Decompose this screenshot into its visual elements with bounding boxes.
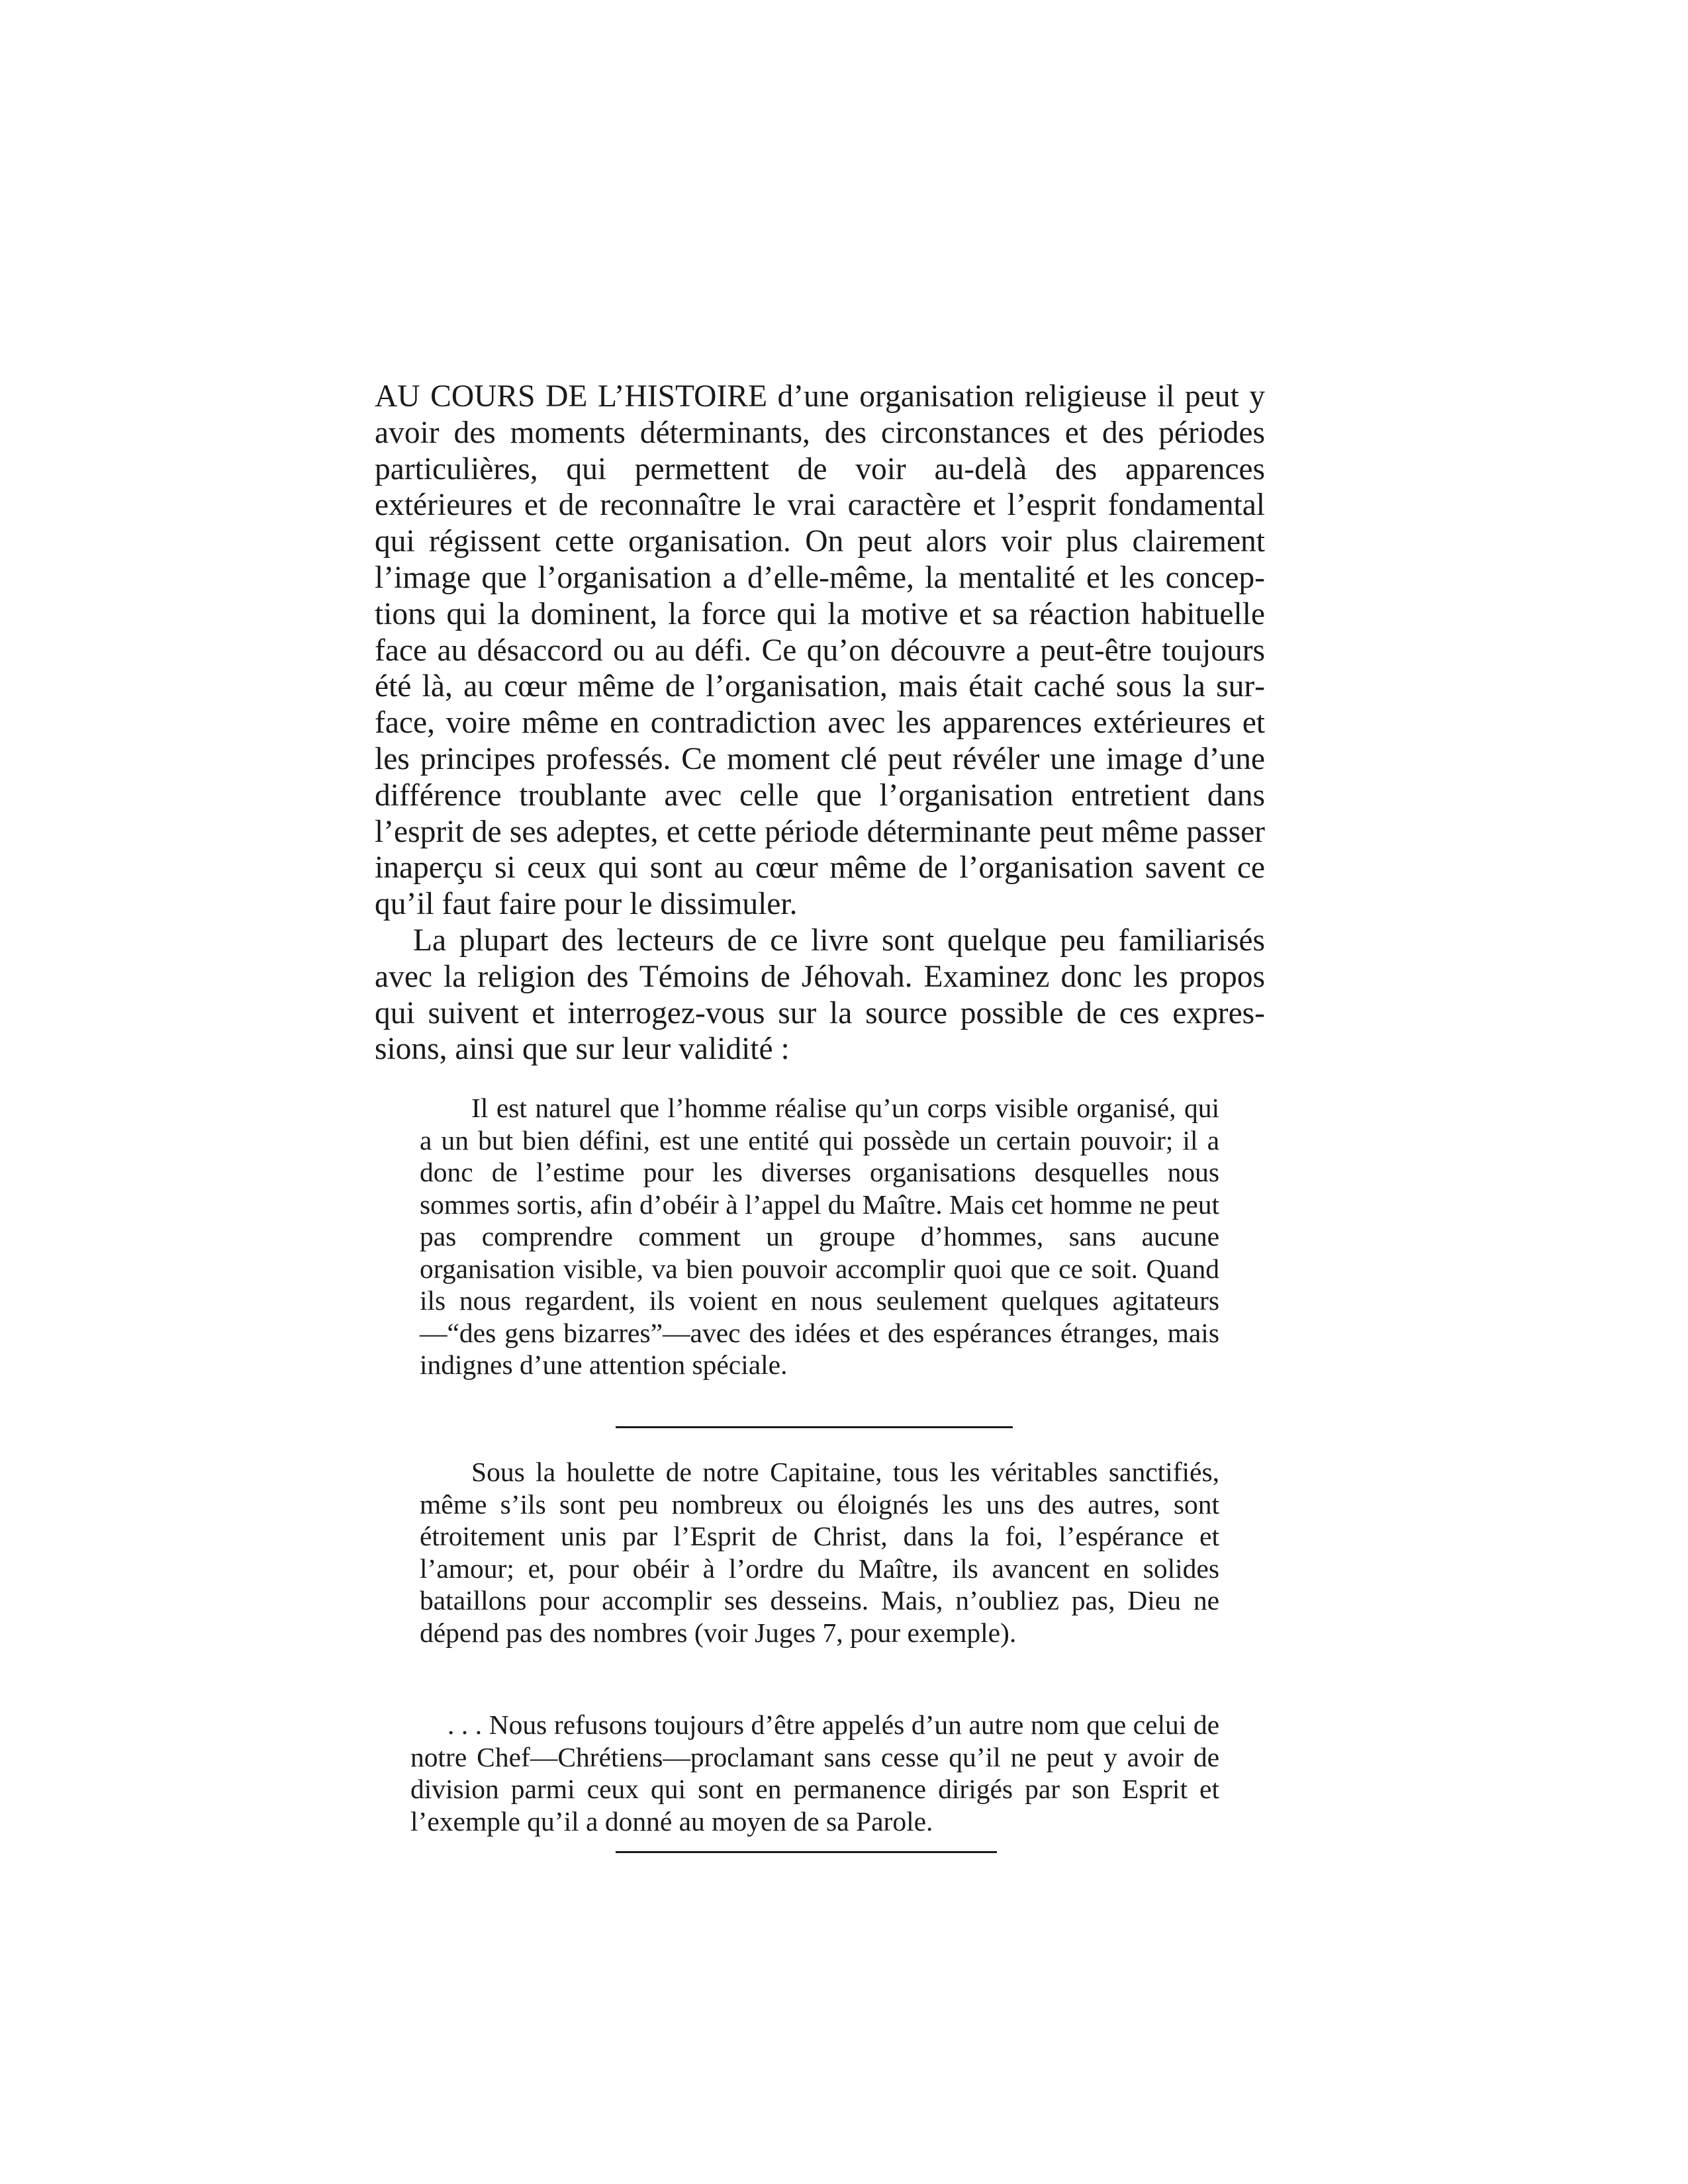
- intro-paragraph-1: [375, 379, 1265, 923]
- intro-text: [375, 379, 1265, 1068]
- intro-paragraph-1-rest: d’une organisation religieuse il peut y avoir des moments déterminants, des circonstances et des périodes particulières, qui permettent de voir au-delà des apparences extérieures et de reconnaître le vrai caractère et l’esprit fondamental qui régissent cette organisation. On peut alors voir plus clairement l’image que l’organisation a d’elle-même, la mentalité et les conceptions qui la dominent, la force qui la motive et sa réaction habituelle face au désaccord ou au défi. Ce qu’on découvre a peut-être toujours été là, au cœur même de l’organisation, mais était caché sous la surface, voire même en contradiction avec les apparences extérieures et les principes professés. Ce moment clé peut révéler une image d’une différence troublante avec celle que l’organisation entretient dans l’esprit de ses adeptes, et cette période déterminante peut même passer inaperçu si ceux qui sont au cœur même de l’organisation savent ce qu’il faut faire pour le dissimuler.: [375, 379, 1266, 922]
- quote-paragraph-1: Il est naturel que l’homme réalise qu’un corps visible organisé, qui a un but bien défini, est une entité qui possède un certain pouvoir; il a donc de l’estime pour les diverses organisations desquelles nous sommes sortis, afin d’obéir à l’appel du Maître. Mais cet homme ne peut pas comprendre comment un groupe d’hommes, sans aucune organisation visible, va bien pouvoir accomplir quoi que ce soit. Quand ils nous regardent, ils voient en nous seulement quelques agitateurs—“des gens bizarres”—avec des idées et des espérances étranges, mais indignes d’une attention spéciale.: [420, 1093, 1219, 1380]
- quote-block-1: [420, 1092, 1219, 1381]
- separator-rule-2: [616, 1851, 997, 1853]
- quote-paragraph-2: Sous la houlette de notre Capitaine, tous les véritables sanctifiés, même s’ils sont peu nombreux ou éloignés les uns des autres, sont étroitement unis par l’Esprit de Christ, dans la foi, l’espérance et l’amour; et, pour obéir à l’ordre du Maître, ils avancent en solides bataillons pour accomplir ses desseins. Mais, n’oubliez pas, Dieu ne dépend pas des nombres (voir Juges 7, pour exemple).: [420, 1457, 1219, 1648]
- intro-paragraph-2: La plupart des lecteurs de ce livre sont quelque peu familiarisés avec la religion des Témoins de Jéhovah. Examinez donc les propos qui suivent et interrogez-vous sur la source possible de ces expressions, ainsi que sur leur validité :: [375, 923, 1265, 1067]
- lead-caps: AU COURS DE L’HISTOIRE: [375, 379, 767, 414]
- quote-block-2: [420, 1456, 1219, 1649]
- separator-rule-1: [616, 1426, 1013, 1428]
- quote-block-3: [410, 1709, 1219, 1837]
- quote-paragraph-3: . . . Nous refusons toujours d’être appelés d’un autre nom que celui de notre Chef—Chrétiens—proclamant sans cesse qu’il ne peut y avoir de division parmi ceux qui sont en permanence dirigés par son Esprit et l’exemple qu’il a donné au moyen de sa Parole.: [410, 1709, 1219, 1837]
